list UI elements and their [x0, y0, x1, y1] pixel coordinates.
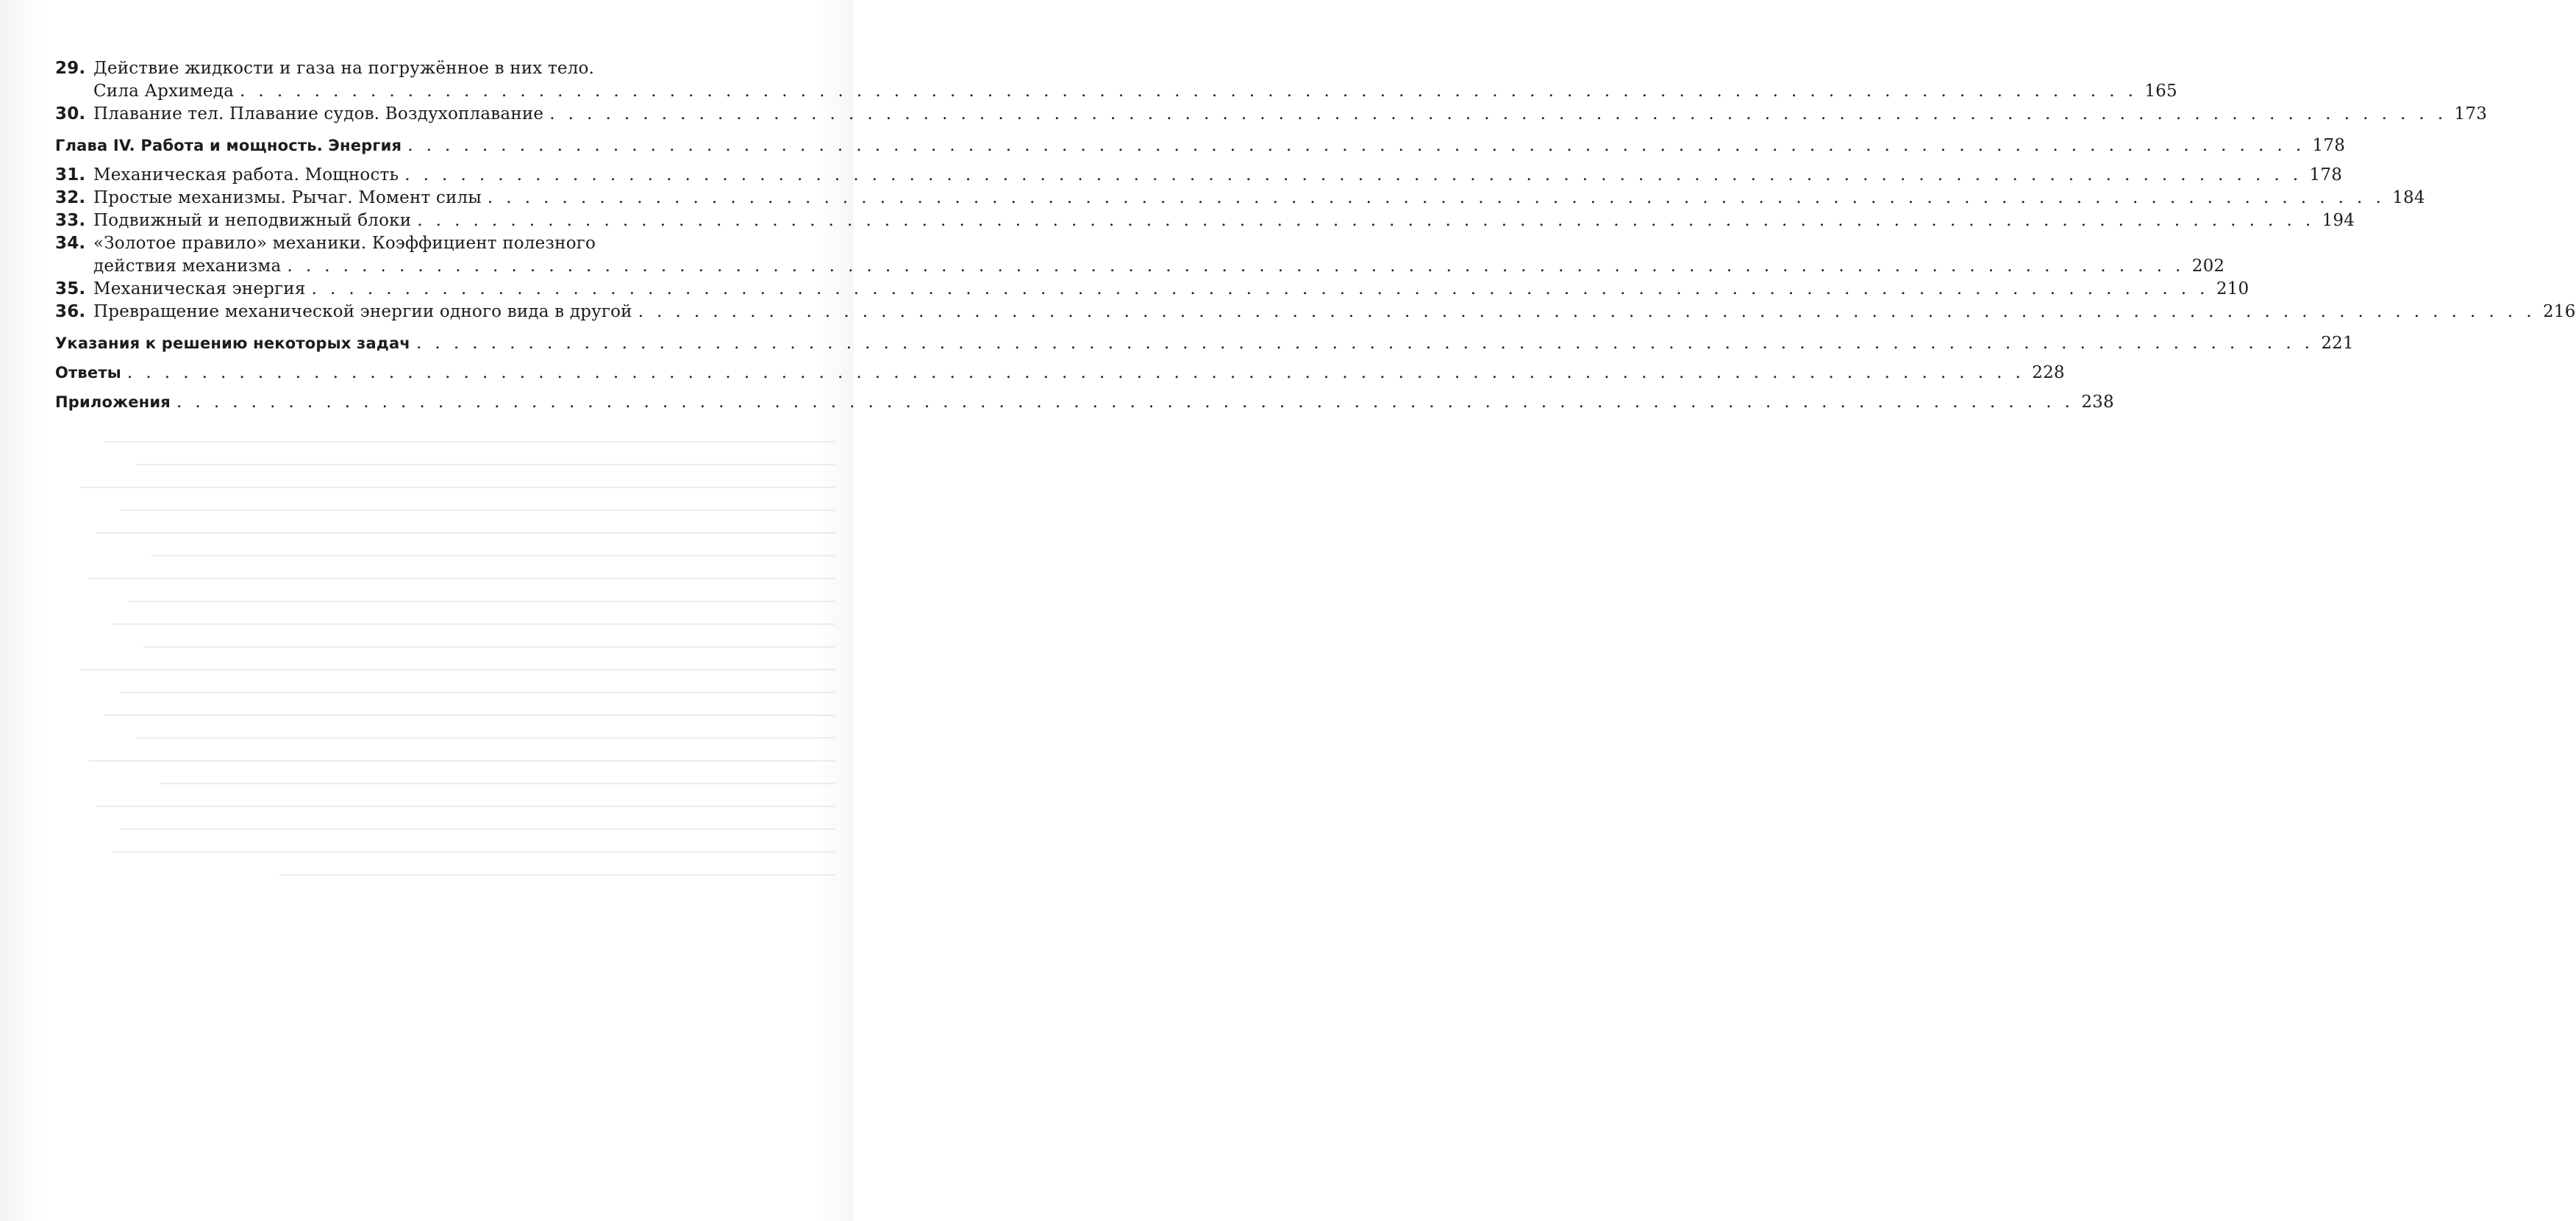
page-number: 202	[2191, 257, 2225, 276]
entry-title: Простые механизмы. Рычаг. Момент силы	[93, 188, 482, 207]
dot-leader: . . . . . . . . . . . . . . . . . . . . . . . . . . . . . . . . . . . . . . . . . . . . . . . . . . . . . . . . . . . . . . . . . . . . . . . . . . . . . . . . . . . . . . . . . . . . . . . . . . . . . .	[415, 334, 2314, 353]
bleed-through-text	[40, 441, 835, 1176]
toc-entry-34[interactable]	[55, 232, 835, 255]
entry-title: Плавание тел. Плавание судов. Воздухоплавание	[93, 104, 544, 123]
entry-number: 29.	[55, 59, 86, 78]
toc-answers[interactable]	[55, 362, 2065, 384]
entry-title: «Золотое правило» механики. Коэффициент полезного	[93, 234, 596, 253]
dot-leader: . . . . . . . . . . . . . . . . . . . . . . . . . . . . . . . . . . . . . . . . . . . . . . . . . . . . . . . . . . . . . . . . . . . . . . . . . . . . . . . . . . . . . . . . . . . . . . . . . . . . . .	[126, 363, 2025, 382]
page-number: 173	[2454, 104, 2488, 123]
toc-hints[interactable]	[55, 332, 2354, 355]
entry-title: Действие жидкости и газа на погружённое в них тело.	[93, 59, 595, 78]
entry-title: Подвижный и неподвижный блоки	[93, 211, 412, 230]
page-number: 178	[2312, 136, 2346, 155]
entry-number: 30.	[55, 104, 86, 123]
dot-leader: . . . . . . . . . . . . . . . . . . . . . . . . . . . . . . . . . . . . . . . . . . . . . . . . . . . . . . . . . . . . . . . . . . . . . . . . . . . . . . . . . . . . . . . . . . . . . . . . . . . . . .	[407, 136, 2305, 155]
entry-number: 32.	[55, 188, 86, 207]
entry-title: Механическая энергия	[93, 279, 306, 298]
page-number: 228	[2032, 363, 2065, 382]
dot-leader: . . . . . . . . . . . . . . . . . . . . . . . . . . . . . . . . . . . . . . . . . . . . . . . . . . . . . . . . . . . . . . . . . . . . . . . . . . . . . . . . . . . . . . . . . . . . . . . . . . . . . .	[417, 211, 2315, 230]
entry-number: 34.	[55, 234, 86, 253]
entry-title: Механическая работа. Мощность	[93, 165, 399, 185]
page-number: 210	[2216, 279, 2249, 298]
entry-number: 36.	[55, 302, 86, 321]
toc-entry-32[interactable]	[55, 187, 2425, 210]
dot-leader: . . . . . . . . . . . . . . . . . . . . . . . . . . . . . . . . . . . . . . . . . . . . . . . . . . . . . . . . . . . . . . . . . . . . . . . . . . . . . . . . . . . . . . . . . . . . . . . . . . . . . .	[239, 82, 2138, 101]
toc-entry-31[interactable]	[55, 164, 2343, 187]
toc-entry-34-cont[interactable]	[55, 255, 2225, 278]
page-number: 165	[2144, 82, 2177, 101]
entry-title-cont: действия механизма	[93, 257, 282, 276]
toc-chapter-4[interactable]	[55, 135, 2346, 157]
page-number: 178	[2309, 165, 2343, 185]
page-number: 216	[2543, 302, 2576, 321]
toc-entry-33[interactable]	[55, 210, 2355, 232]
dot-leader: . . . . . . . . . . . . . . . . . . . . . . . . . . . . . . . . . . . . . . . . . . . . . . . . . . . . . . . . . . . . . . . . . . . . . . . . . . . . . . . . . . . . . . . . . . . . . . . . . . . . . .	[638, 302, 2536, 321]
toc-entry-29-cont[interactable]	[55, 80, 2177, 103]
entry-number: 33.	[55, 211, 86, 230]
entry-number: 31.	[55, 165, 86, 185]
dot-leader: . . . . . . . . . . . . . . . . . . . . . . . . . . . . . . . . . . . . . . . . . . . . . . . . . . . . . . . . . . . . . . . . . . . . . . . . . . . . . . . . . . . . . . . . . . . . . . . . . . . . . .	[549, 104, 2447, 123]
entry-title: Превращение механической энергии одного вида в другой	[93, 302, 632, 321]
entry-number: 35.	[55, 279, 86, 298]
page-number: 194	[2322, 211, 2355, 230]
toc-entry-29[interactable]	[55, 57, 835, 80]
page-number: 184	[2392, 188, 2425, 207]
toc-entry-35[interactable]	[55, 278, 2249, 301]
table-of-contents	[55, 57, 2576, 414]
dot-leader: . . . . . . . . . . . . . . . . . . . . . . . . . . . . . . . . . . . . . . . . . . . . . . . . . . . . . . . . . . . . . . . . . . . . . . . . . . . . . . . . . . . . . . . . . . . . . . . . . . . . . .	[287, 257, 2185, 276]
entry-title-cont: Сила Архимеда	[93, 82, 234, 101]
dot-leader: . . . . . . . . . . . . . . . . . . . . . . . . . . . . . . . . . . . . . . . . . . . . . . . . . . . . . . . . . . . . . . . . . . . . . . . . . . . . . . . . . . . . . . . . . . . . . . . . . . . . . .	[176, 393, 2074, 412]
section-title: Приложения	[55, 393, 171, 411]
dot-leader: . . . . . . . . . . . . . . . . . . . . . . . . . . . . . . . . . . . . . . . . . . . . . . . . . . . . . . . . . . . . . . . . . . . . . . . . . . . . . . . . . . . . . . . . . . . . . . . . . . . . . .	[487, 188, 2386, 207]
toc-appendix[interactable]	[55, 391, 2114, 414]
dot-leader: . . . . . . . . . . . . . . . . . . . . . . . . . . . . . . . . . . . . . . . . . . . . . . . . . . . . . . . . . . . . . . . . . . . . . . . . . . . . . . . . . . . . . . . . . . . . . . . . . . . . . .	[311, 279, 2209, 298]
section-title: Ответы	[55, 364, 121, 382]
section-title: Указания к решению некоторых задач	[55, 334, 410, 352]
toc-entry-36[interactable]	[55, 301, 2576, 323]
chapter-title: Глава IV. Работа и мощность. Энергия	[55, 137, 402, 154]
toc-entry-30[interactable]	[55, 103, 2488, 126]
page-number: 238	[2081, 393, 2114, 412]
page-number: 221	[2321, 334, 2354, 353]
dot-leader: . . . . . . . . . . . . . . . . . . . . . . . . . . . . . . . . . . . . . . . . . . . . . . . . . . . . . . . . . . . . . . . . . . . . . . . . . . . . . . . . . . . . . . . . . . . . . . . . . . . . . .	[404, 165, 2302, 185]
